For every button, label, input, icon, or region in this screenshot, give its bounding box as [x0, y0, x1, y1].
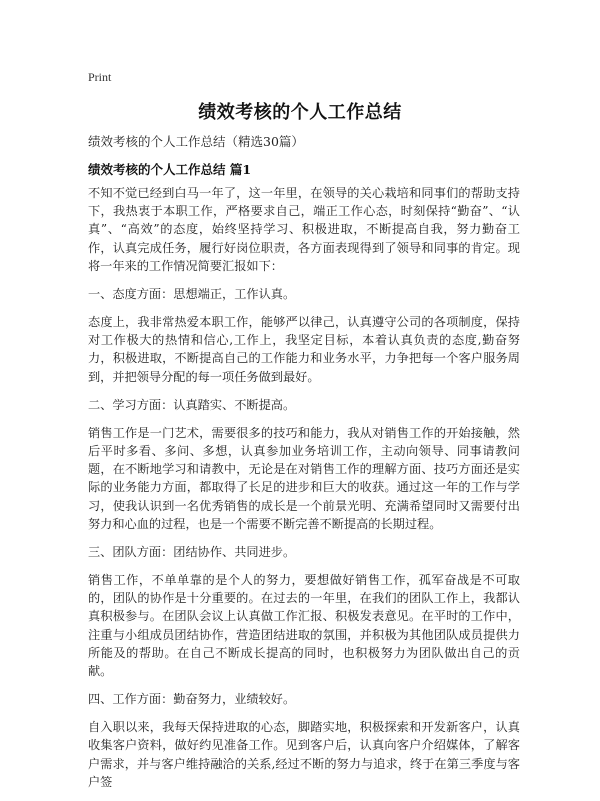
print-link[interactable]: Print — [88, 70, 112, 84]
paragraph-work: 自入职以来，我每天保持进取的心态，脚踏实地，积极探索和开发新客户，认真收集客户资料，做好约见准备工作。见到客户后，认真向客户介绍媒体，了解客户需求，并与客户维持融洽的关系,经过不断的努力与追求，终于在第三季度与客户签 — [88, 720, 520, 789]
paragraph-intro: 不知不觉已经到白马一年了，这一年里，在领导的关心栽培和同事们的帮助支持下，我热衷于本职工作，严格要求自己，端正工作心态，时刻保持“勤奋”、“认真”、“高效”的态度，始终坚持学习、积极进取，不断提高自我，努力勤奋工作，认真完成任务，履行好岗位职责，各方面表现得到了领导和同事的肯定。现将一年来的工作情况简要汇报如下： — [88, 186, 520, 273]
paragraph-attitude: 态度上，我非常热爱本职工作，能够严以律己，认真遵守公司的各项制度，保持对工作极大的热情和信心,工作上，我坚定目标，本着认真负责的态度,勤奋努力，积极进取，不断提高自己的工作能力和业务水平，力争把每一个客户服务周到，并把领导分配的每一项任务做到最好。 — [88, 315, 520, 384]
document-body — [88, 184, 520, 801]
heading-attitude: 一、态度方面：思想端正，工作认真。 — [88, 287, 296, 302]
heading-learning: 二、学习方面：认真踏实、不断提高。 — [88, 397, 296, 412]
document-title: 绩效考核的个人工作总结 — [198, 102, 402, 123]
heading-team: 三、团队方面：团结协作、共同进步。 — [88, 545, 296, 560]
heading-work: 四、工作方面：勤奋努力，业绩较好。 — [88, 692, 296, 707]
paragraph-learning: 销售工作是一门艺术，需要很多的技巧和能力，我从对销售工作的开始接触，然后平时多看、多问、多想，认真参加业务培训工作，主动向领导、同事请教问题，在不断地学习和请教中，无论是在对销售工作的理解方面、技巧方面还是实际的业务能力方面，都取得了长足的进步和巨大的收获。通过这一年的工作与学习，使我认识到一名优秀销售的成长是一个前景光明、充满希望同时又需要付出努力和心血的过程，也是一个需要不断完善不断提高的长期过程。 — [88, 425, 520, 531]
paragraph-team: 销售工作，不单单靠的是个人的努力，要想做好销售工作，孤军奋战是不可取的，团队的协作是十分重要的。在过去的一年里，在我们的团队工作上，我都认真积极参与。在团队会议上认真做工作汇报、积极发表意见。在平时的工作中，注重与小组成员团结协作，营造团结进取的氛围，并积极为其他团队成员提供力所能及的帮助。在自己不断成长提高的同时，也积极努力为团队做出自己的贡献。 — [88, 573, 520, 679]
document-subtitle: 绩效考核的个人工作总结（精选30篇） — [88, 134, 304, 149]
section-title: 绩效考核的个人工作总结 篇1 — [88, 162, 252, 177]
